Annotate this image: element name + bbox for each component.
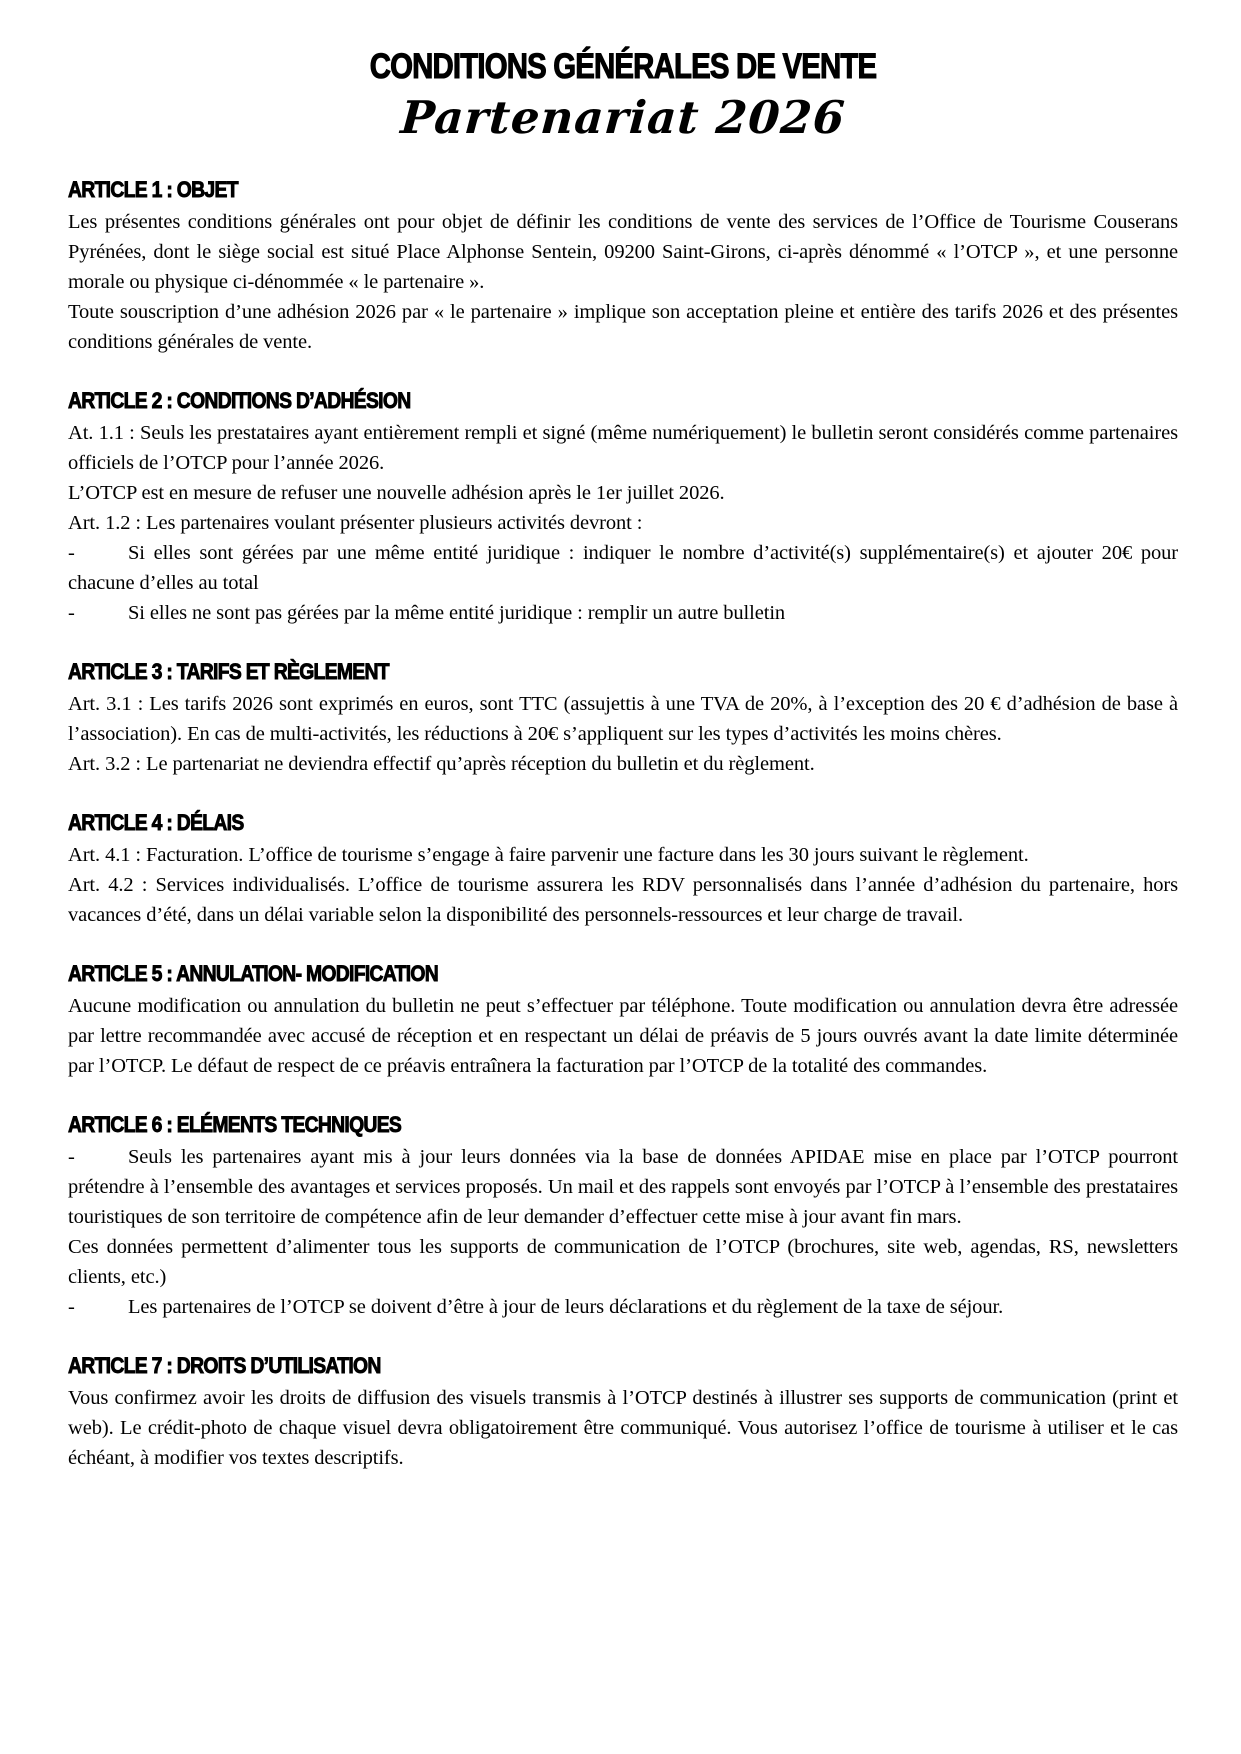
article-paragraph: L’OTCP est en mesure de refuser une nouvelle adhésion après le 1er juillet 2026. — [68, 482, 725, 504]
article-section — [68, 658, 1178, 779]
article-paragraph: Art. 3.2 : Le partenariat ne deviendra effectif qu’après réception du bulletin et du règlement. — [68, 753, 815, 775]
bullet-dash: - — [68, 1296, 75, 1318]
article-section — [68, 809, 1178, 930]
document-title: CONDITIONS GÉNÉRALES DE VENTE — [369, 47, 877, 86]
article-paragraph: Art. 1.2 : Les partenaires voulant présenter plusieurs activités devront : — [68, 512, 643, 534]
bullet-text: Si elles sont gérées par une même entité juridique : indiquer le nombre d’activité(s) supplémentaire(s) et ajouter 20€ pour chacune d’elles au total — [68, 542, 1178, 594]
article-section — [68, 176, 1178, 357]
bullet-text: Si elles ne sont pas gérées par la même entité juridique : remplir un autre bulletin — [128, 602, 786, 624]
document-subtitle: Partenariat 2026 — [398, 91, 848, 144]
article-paragraph: Vous confirmez avoir les droits de diffusion des visuels transmis à l’OTCP destinés à illustrer ses supports de communication (print et web). Le crédit-photo de chaque visuel devra obligatoirement être communiqué. Vous autorisez l’office de tourisme à utiliser et le cas échéant, à modifier vos textes descriptifs. — [68, 1387, 1178, 1469]
bullet-dash: - — [68, 1146, 75, 1168]
bullet-text: Les partenaires de l’OTCP se doivent d’être à jour de leurs déclarations et du règlement de la taxe de séjour. — [128, 1296, 1004, 1318]
article-heading: ARTICLE 5 : ANNULATION- MODIFICATION — [68, 961, 439, 986]
article-section — [68, 387, 1178, 628]
article-paragraph: Art. 4.1 : Facturation. L’office de tourisme s’engage à faire parvenir une facture dans les 30 jours suivant le règlement. — [68, 844, 1029, 866]
document-body — [68, 176, 1178, 1473]
bullet-dash: - — [68, 542, 75, 564]
article-section — [68, 960, 1178, 1081]
article-section — [68, 1111, 1178, 1322]
article-paragraph: Art. 4.2 : Services individualisés. L’office de tourisme assurera les RDV personnalisés dans l’année d’adhésion du partenaire, hors vacances d’été, dans un délai variable selon la disponibilité des personnels-ressources et leur charge de travail. — [68, 874, 1178, 926]
article-heading: ARTICLE 2 : CONDITIONS D’ADHÉSION — [68, 388, 411, 413]
article-paragraph: Art. 3.1 : Les tarifs 2026 sont exprimés en euros, sont TTC (assujettis à une TVA de 20%, à l’exception des 20 € d’adhésion de base à l’association). En cas de multi-activités, les réductions à 20€ s’appliquent sur les types d’activités les moins chères. — [68, 693, 1178, 745]
article-heading: ARTICLE 7 : DROITS D’UTILISATION — [68, 1353, 381, 1378]
article-heading: ARTICLE 4 : DÉLAIS — [68, 810, 244, 835]
article-section — [68, 1352, 1178, 1473]
article-paragraph — [68, 1292, 1178, 1322]
article-heading: ARTICLE 3 : TARIFS ET RÈGLEMENT — [68, 659, 389, 684]
article-heading: ARTICLE 6 : ELÉMENTS TECHNIQUES — [68, 1112, 402, 1137]
article-paragraph: At. 1.1 : Seuls les prestataires ayant entièrement rempli et signé (même numériquement) le bulletin seront considérés comme partenaires officiels de l’OTCP pour l’année 2026. — [68, 422, 1178, 474]
article-paragraph: Aucune modification ou annulation du bulletin ne peut s’effectuer par téléphone. Toute modification ou annulation devra être adressée par lettre recommandée avec accusé de réception et en respectant un délai de préavis de 5 jours ouvrés avant la date limite déterminée par l’OTCP. Le défaut de respect de ce préavis entraînera la facturation par l’OTCP de la totalité des commandes. — [68, 995, 1178, 1077]
article-paragraph: Ces données permettent d’alimenter tous les supports de communication de l’OTCP (brochures, site web, agendas, RS, newsletters clients, etc.) — [68, 1236, 1178, 1288]
article-paragraph: Toute souscription d’une adhésion 2026 par « le partenaire » implique son acceptation pleine et entière des tarifs 2026 et des présentes conditions générales de vente. — [68, 301, 1178, 353]
article-paragraph — [68, 598, 1178, 628]
article-paragraph — [68, 538, 1178, 598]
article-paragraph — [68, 1142, 1178, 1232]
bullet-dash: - — [68, 602, 75, 624]
bullet-text: Seuls les partenaires ayant mis à jour leurs données via la base de données APIDAE mise en place par l’OTCP pourront prétendre à l’ensemble des avantages et services proposés. Un mail et des rappels sont envoyés par l’OTCP à l’ensemble des prestataires touristiques de son territoire de compétence afin de leur demander d’effectuer cette mise à jour avant fin mars. — [68, 1146, 1178, 1228]
article-heading: ARTICLE 1 : OBJET — [68, 177, 238, 202]
article-paragraph: Les présentes conditions générales ont pour objet de définir les conditions de vente des services de l’Office de Tourisme Couserans Pyrénées, dont le siège social est situé Place Alphonse Sentein, 09200 Saint-Girons, ci-après dénommé « l’OTCP », et une personne morale ou physique ci-dénommée « le partenaire ». — [68, 211, 1178, 293]
